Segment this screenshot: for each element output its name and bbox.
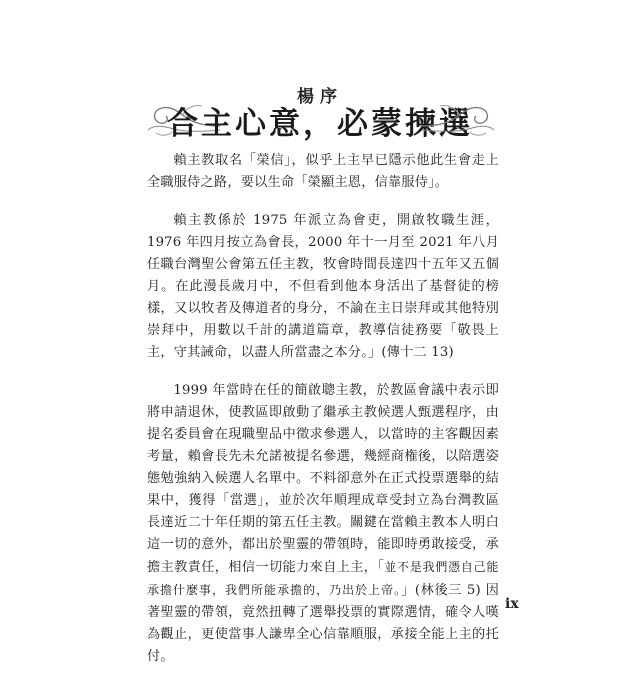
chapter-title: 合主心意，必蒙揀選 <box>167 106 473 142</box>
scripture-quote: 並不是我們憑自己能承擔什麼事，我們所能承擔的，乃出於上帝。 <box>147 560 499 597</box>
paragraph-3-text-before: 1999 年當時在任的簡啟聰主教，於教區會議中表示即將申請退休，使教區即啟動了繼承主教候選人甄選程序，由提名委員會在現職聖品中徵求參選人，以當時的主客觀因素考量，賴會長先未允諾被提名參選，幾經商権後，以陪選姿態勉強納入候選人名單中。不料卻意外在正式投票選舉的結果中，獲得「當選」，並於次年順理成章受封立為台灣教區長達近二十年任期的第五任主教。關鍵在當賴主教本人明白這一切的意外，都出於聖靈的帶領時，能即時勇敢接受，承擔主教責任，相信一切能力來自上主，「 <box>147 383 499 575</box>
title-row <box>0 96 640 146</box>
paragraph-3-text-after: 」(林後三 5) 因著聖靈的帶領，竟然扭轉了選舉投票的實際選情，確令人嘆為觀止，更使當事人謙卑全心信靠順服，承接全能上主的托付。 <box>147 583 499 664</box>
preface-label: 楊序 <box>297 87 343 107</box>
paragraph-3 <box>147 380 499 668</box>
paragraph-1: 賴主教取名「榮信」，似乎上主早已隱示他此生會走上全職服侍之路，要以生命「榮顯主恩，信靠服侍」。 <box>147 153 499 190</box>
paragraph-2: 賴主教係於 1975 年派立為會吏，開啟牧職生涯，1976 年四月按立為會長，2000 年十一月至 2021 年八月任職台灣聖公會第五任主教，牧會時間長達四十五年又五個月。在此漫長歲月中，不但看到他本身活出了基督徒的榜樣，又以牧者及傳道者的身分，不論在主日崇拜或其他特別崇拜中，用數以千計的講道篇章，教導信徒務要「敬畏上主，守其誡命，以盡人所當盡之本分。」(傳十二 13) <box>147 213 499 360</box>
right-flourish-ornament <box>420 96 500 138</box>
page-number: ix <box>505 596 519 612</box>
body-text <box>147 150 499 684</box>
